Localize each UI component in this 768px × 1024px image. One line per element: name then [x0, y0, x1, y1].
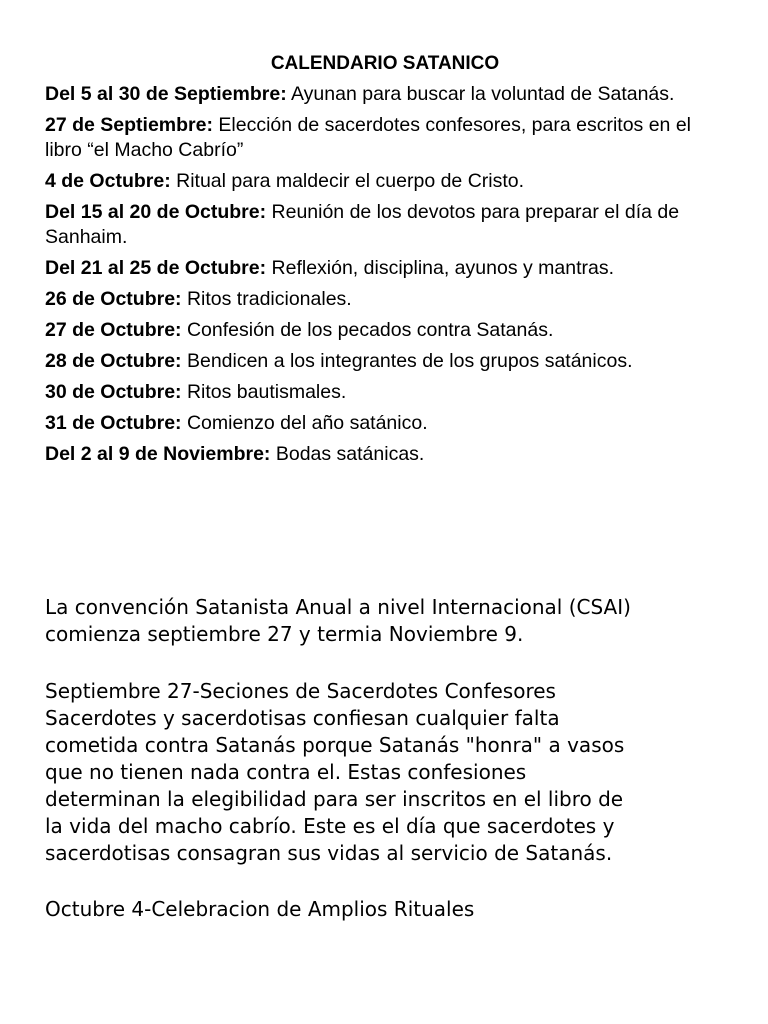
- entry-text: Reunión de los devotos para preparar el día de Sanhaim.: [45, 201, 680, 248]
- entry-date: Del 2 al 9 de Noviembre:: [45, 443, 271, 465]
- entry-text: Elección de sacerdotes confesores, para escritos en el libro “el Macho Cabrío”: [45, 114, 691, 161]
- calendar-entry: [45, 411, 725, 436]
- entry-date: 31 de Octubre:: [45, 412, 182, 434]
- entry-date: 28 de Octubre:: [45, 350, 182, 372]
- entry-date: Del 21 al 25 de Octubre:: [45, 257, 267, 279]
- calendar-entry: [45, 287, 725, 312]
- entry-text: Comienzo del año satánico.: [181, 412, 428, 434]
- entry-date: Del 5 al 30 de Septiembre:: [45, 83, 287, 105]
- entry-date: 27 de Septiembre:: [45, 114, 213, 136]
- ritual-paragraph: Octubre 4-Celebracion de Amplios Rituales: [45, 897, 475, 921]
- calendar-section: [45, 52, 725, 473]
- calendar-entry: [45, 200, 725, 250]
- entry-text: Confesión de los pecados contra Satanás.: [181, 319, 554, 341]
- confession-paragraph: Septiembre 27-Seciones de Sacerdotes Confesores Sacerdotes y sacerdotisas confiesan cualquier falta cometida contra Satanás porque Satanás "honra" a vasos que no tienen nada contra el. Estas confesiones determinan la elegibilidad para ser inscritos en el libro de la vida del macho cabrío. Este es el día que sacerdotes y sacerdotisas consagran sus vidas al servicio de Satanás.: [45, 679, 625, 865]
- calendar-entry: [45, 380, 725, 405]
- document-title: CALENDARIO SATANICO: [270, 53, 500, 74]
- calendar-entry: [45, 318, 725, 343]
- entry-text: Bendicen a los integrantes de los grupos satánicos.: [181, 350, 633, 372]
- entry-text: Ritos tradicionales.: [181, 288, 352, 310]
- calendar-entry: [45, 256, 725, 281]
- entry-text: Ayunan para buscar la voluntad de Satanás.: [286, 83, 675, 105]
- entry-text: Reflexión, disciplina, ayunos y mantras.: [266, 257, 615, 279]
- calendar-entry: [45, 442, 725, 467]
- entry-date: 26 de Octubre:: [45, 288, 182, 310]
- entry-date: 27 de Octubre:: [45, 319, 182, 341]
- entry-text: Ritual para maldecir el cuerpo de Cristo.: [170, 170, 525, 192]
- convention-paragraph: La convención Satanista Anual a nivel Internacional (CSAI) comienza septiembre 27 y termia Noviembre 9.: [45, 595, 631, 646]
- entry-date: 4 de Octubre:: [45, 170, 171, 192]
- calendar-entry: [45, 349, 725, 374]
- entry-date: Del 15 al 20 de Octubre:: [45, 201, 267, 223]
- entry-text: Ritos bautismales.: [181, 381, 347, 403]
- calendar-entry: [45, 169, 725, 194]
- calendar-entry: [45, 82, 725, 107]
- entry-text: Bodas satánicas.: [270, 443, 425, 465]
- entry-date: 30 de Octubre:: [45, 381, 182, 403]
- calendar-entry: [45, 113, 725, 163]
